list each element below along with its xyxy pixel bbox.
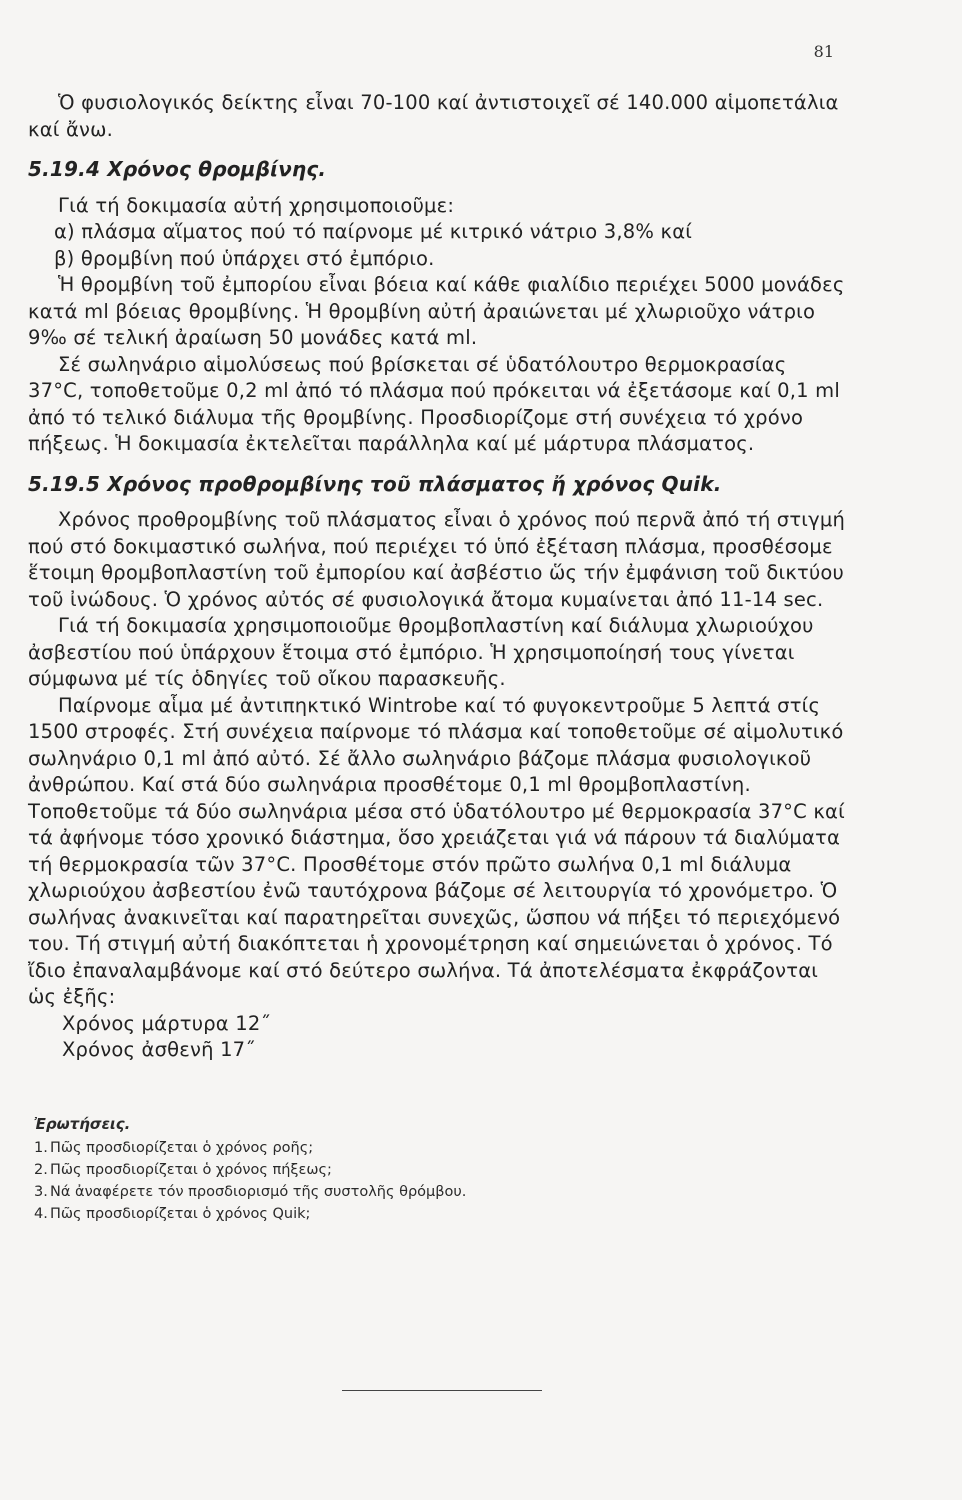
question-number: 1. [34, 1140, 48, 1156]
questions-block [34, 1113, 634, 1225]
question-text: Πῶς προσδιορίζεται ὁ χρόνος πήξεως; [50, 1162, 332, 1178]
body-text [28, 90, 848, 1064]
question-item [34, 1137, 634, 1159]
questions-title: Ἐρωτήσεις. [34, 1115, 131, 1133]
question-number: 4. [34, 1206, 48, 1222]
section-heading-5-19-4: 5.19.4 Χρόνος θρομβίνης. [28, 157, 327, 181]
paragraph: Γιά τή δοκιμασία αὐτή χρησιμοποιοῦμε: [58, 193, 455, 217]
question-text: Πῶς προσδιορίζεται ὁ χρόνος Quik; [50, 1206, 311, 1222]
result-line-control: Χρόνος μάρτυρα 12˝ [62, 1011, 271, 1035]
list-item-a: α) πλάσμα αἵματος πού τό παίρνομε μέ κιτρικό νάτριο 3,8% καί [54, 220, 693, 243]
intro-paragraph: Ὁ φυσιολογικός δείκτης εἶναι 70-100 καί ἀντιστοιχεῖ σέ 140.000 αἱμοπετάλια καί ἄνω. [28, 91, 839, 141]
paragraph: Ἡ θρομβίνη τοῦ ἐμπορίου εἶναι βόεια καί κάθε φιαλίδιο περιέχει 5000 μονάδες κατά ml βόειας θρομβίνης. Ἡ θρομβίνη αὐτή ἀραιώνεται μέ χλωριοῦχο νάτριο 9‰ σέ τελική ἀραίωση 50 μονάδες κατά ml. [28, 273, 845, 349]
question-number: 2. [34, 1162, 48, 1178]
paragraph: Γιά τή δοκιμασία χρησιμοποιοῦμε θρομβοπλαστίνη καί διάλυμα χλωριούχου ἀσβεστίου πού ὑπάρχουν ἕτοιμα στό ἐμπόριο. Ἡ χρησιμοποίησή τους γίνεται σύμφωνα μέ τίς ὁδηγίες τοῦ οἴκου παρασκευῆς. [28, 614, 814, 690]
paragraph: Σέ σωληνάριο αἱμολύσεως πού βρίσκεται σέ ὑδατόλουτρο θερμοκρασίας 37°C, τοποθετοῦμε 0,2 ml ἀπό τό πλάσμα πού πρόκειται νά ἐξετάσομε καί 0,1 ml ἀπό τό τελικό διάλυμα τῆς θρομβίνης. Προσδιορίζομε στή συνέχεια τό χρόνο πήξεως. Ἡ δοκιμασία ἐκτελεῖται παράλληλα καί μέ μάρτυρα πλάσματος. [28, 352, 840, 455]
paragraph: Χρόνος προθρομβίνης τοῦ πλάσματος εἶναι ὁ χρόνος πού περνᾶ ἀπό τή στιγμή πού στό δοκιμαστικό σωλήνα, πού περιέχει τό ὑπό ἐξέταση πλάσμα, προσθέσομε ἕτοιμη θρομβοπλαστίνη τοῦ ἐμπορίου καί ἀσβέστιο ὥς τήν ἐμφάνιση τοῦ δικτύου τοῦ ἰνώδους. Ὁ χρόνος αὐτός σέ φυσιολογικά ἄτομα κυμαίνεται ἀπό 11-14 sec. [28, 508, 846, 611]
list-item-b: β) θρομβίνη πού ὑπάρχει στό ἐμπόριο. [54, 246, 435, 270]
page-number: 81 [813, 42, 834, 61]
footer-divider [342, 1390, 542, 1391]
question-text: Πῶς προσδιορίζεται ὁ χρόνος ροῆς; [50, 1140, 314, 1156]
question-text: Νά ἀναφέρετε τόν προσδιορισμό τῆς συστολῆς θρόμβου. [50, 1184, 467, 1200]
question-item [34, 1203, 634, 1225]
section-heading-5-19-5: 5.19.5 Χρόνος προθρομβίνης τοῦ πλάσματος ἤ χρόνος Quik. [28, 471, 722, 496]
question-number: 3. [34, 1184, 48, 1200]
question-item [34, 1159, 634, 1181]
result-line-patient: Χρόνος ἀσθενῆ 17˝ [62, 1038, 256, 1061]
question-item [34, 1181, 634, 1203]
paragraph: Παίρνομε αἷμα μέ ἀντιπηκτικό Wintrobe καί τό φυγοκεντροῦμε 5 λεπτά στίς 1500 στροφές. Στή συνέχεια παίρνομε τό πλάσμα καί τοποθετοῦμε σέ αἱμολυτικό σωληνάριο 0,1 ml ἀπό αὐτό. Σέ ἄλλο σωληνάριο βάζομε πλάσμα φυσιολογικοῦ ἀνθρώπου. Καί στά δύο σωληνάρια προσθέτομε 0,1 ml θρομβοπλαστίνη. Τοποθετοῦμε τά δύο σωληνάρια μέσα στό ὑδατόλουτρο μέ θερμοκρασία 37°C καί τά ἀφήνομε τόσο χρονικό διάστημα, ὅσο χρειάζεται γιά νά πάρουν τά διαλύματα τή θερμοκρασία τῶν 37°C. Προσθέτομε στόν πρῶτο σωλήνα 0,1 ml διάλυμα χλωριούχου ἀσβεστίου ἐνῶ ταυτόχρονα βάζομε σέ λειτουργία τό χρονόμετρο. Ὁ σωλήνας ἀνακινεῖται καί παρατηρεῖται συνεχῶς, ὥσπου νά πήξει τό περιεχόμενό του. Τή στιγμή αὐτή διακόπτεται ἡ χρονομέτρηση καί σημειώνεται ὁ χρόνος. Τό ἴδιο ἐπαναλαμβάνομε καί στό δεύτερο σωλήνα. Τά ἀποτελέσματα ἐκφράζονται ὡς ἐξῆς: [28, 693, 845, 1008]
